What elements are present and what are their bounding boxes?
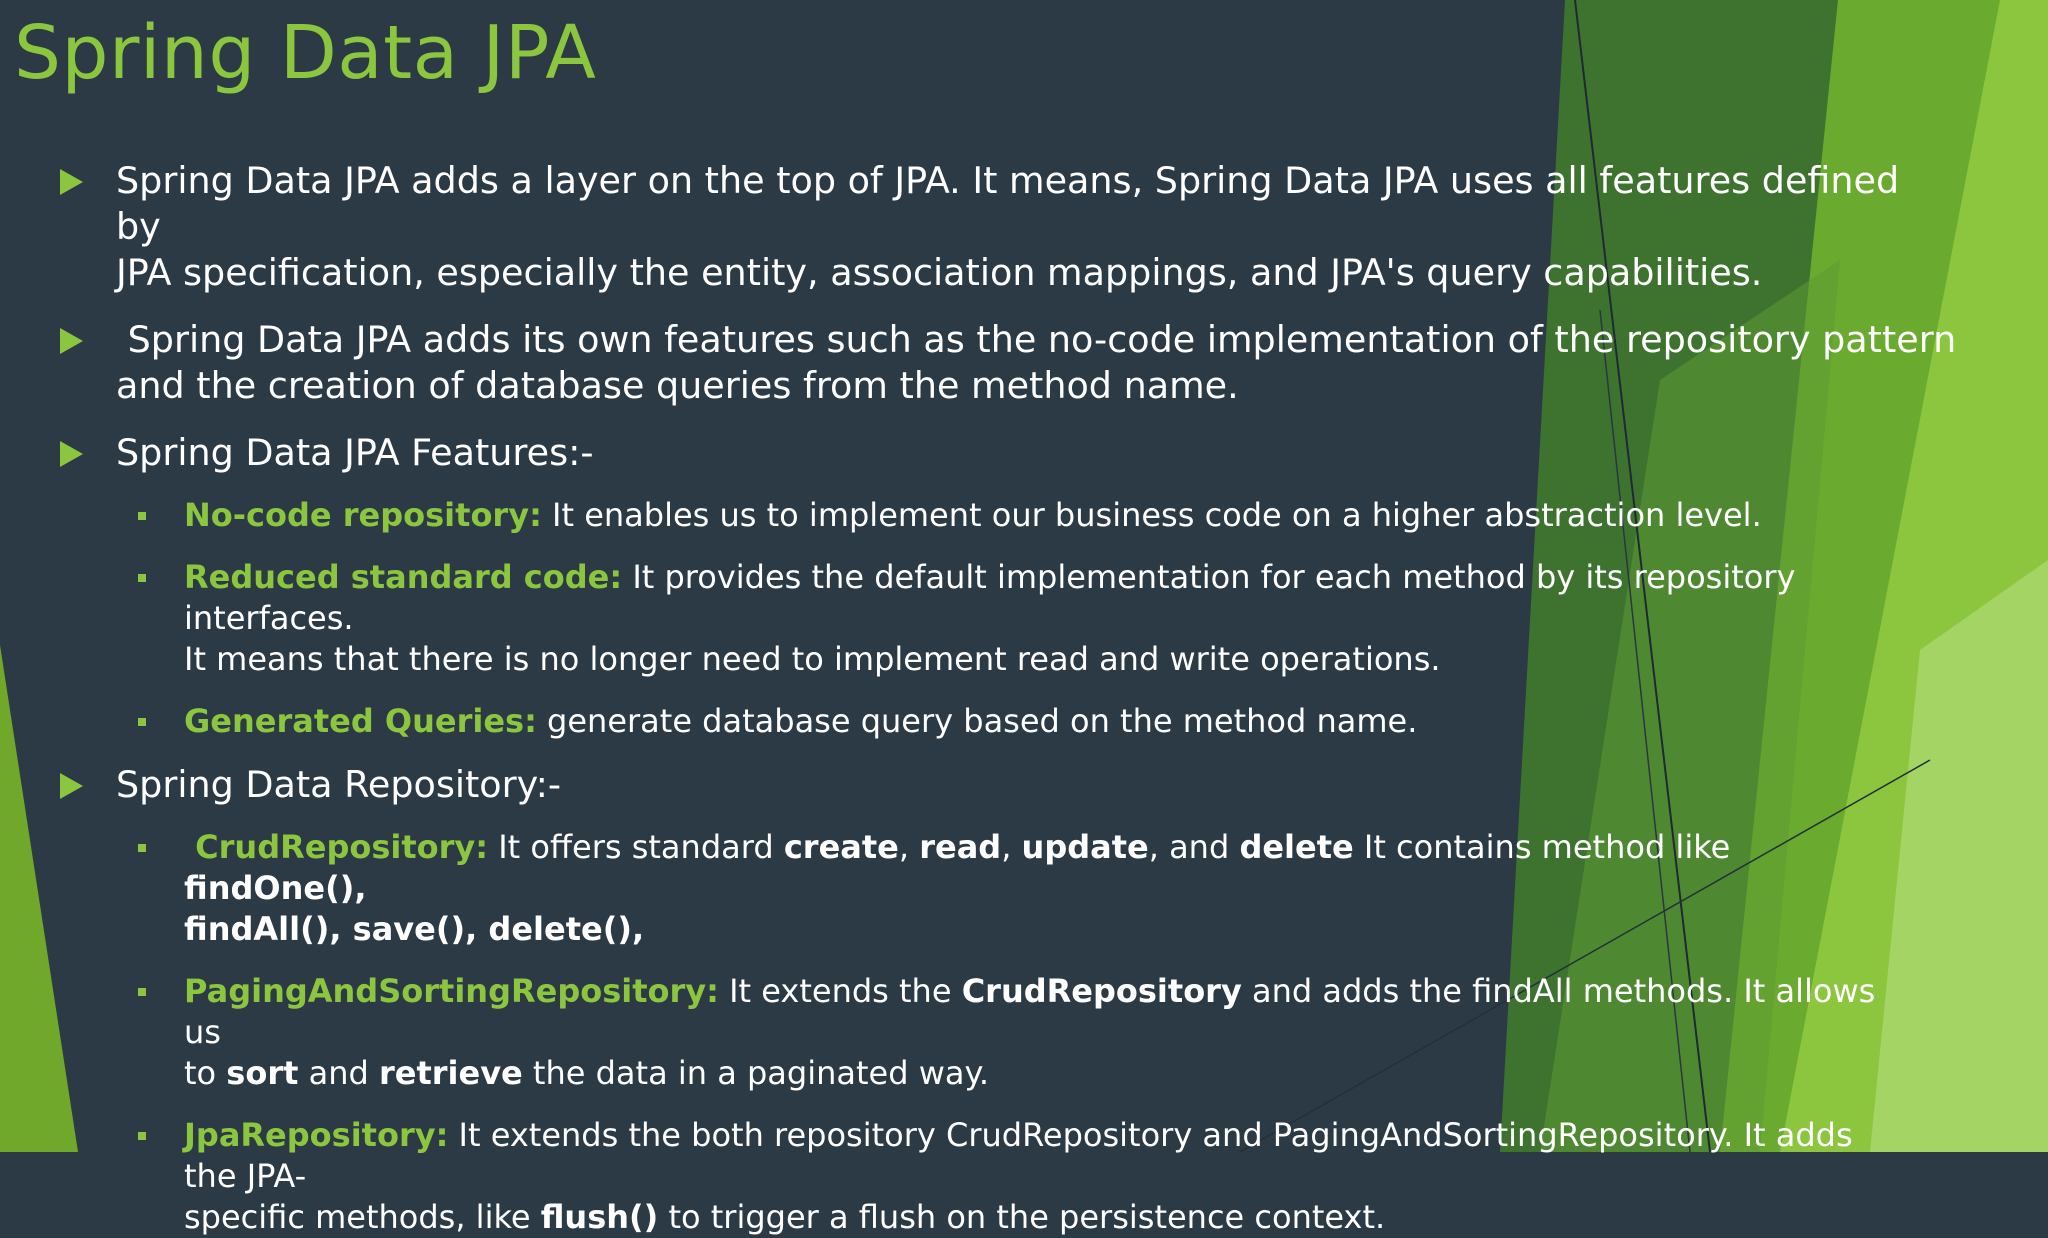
bullet-line: Spring Data JPA adds its own features such as the no-code implementation of the repository pattern (116, 318, 1957, 361)
slide-title: Spring Data JPA (14, 10, 597, 96)
repo-text: the data in a paginated way. (522, 1054, 990, 1092)
repo-text: to trigger a flush on the persistence context. (658, 1198, 1386, 1236)
repo-text: It contains method like (1353, 828, 1731, 866)
repo-term: CrudRepository: (184, 828, 489, 866)
feature-item-generated-queries (60, 701, 1900, 742)
repo-text: It extends the both repository CrudRepository and PagingAndSortingRepository. It adds the JPA- (184, 1116, 1853, 1195)
bullet-arrow-icon (60, 441, 83, 467)
square-bullet-icon (138, 512, 146, 520)
repo-text: to (184, 1054, 227, 1092)
bullet-line: Spring Data Repository:- (116, 763, 562, 806)
repo-item-paging-sorting (60, 971, 1900, 1094)
repo-keyword: findAll(), save(), delete(), (184, 910, 645, 948)
repo-keyword: create (783, 828, 899, 866)
repo-keyword: sort (226, 1054, 299, 1092)
feature-term: Reduced standard code: (184, 558, 623, 596)
slide-content (60, 158, 1957, 1238)
bullet-line: Spring Data JPA adds a layer on the top of JPA. It means, Spring Data JPA uses all features defined by (116, 159, 1900, 248)
repo-term: PagingAndSortingRepository: (184, 972, 719, 1010)
feature-item-no-code (60, 495, 1900, 536)
bullet-arrow-icon (60, 328, 83, 354)
repo-keyword: retrieve (378, 1054, 523, 1092)
feature-item-reduced-code (60, 557, 1900, 680)
repo-keyword: update (1021, 828, 1149, 866)
feature-text: It provides the default implementation for each method by its repository interfaces. (184, 558, 1796, 637)
square-bullet-icon (138, 574, 146, 582)
repo-text: , (1001, 828, 1022, 866)
repo-keyword: flush() (540, 1198, 659, 1236)
repo-text: specific methods, like (184, 1198, 541, 1236)
feature-term: Generated Queries: (184, 702, 537, 740)
square-bullet-icon (138, 988, 146, 996)
repo-item-crud (60, 827, 1900, 950)
bullet-line: and the creation of database queries from the method name. (116, 364, 1239, 407)
repo-text: and (298, 1054, 379, 1092)
repo-term: JpaRepository: (184, 1116, 449, 1154)
square-bullet-icon (138, 718, 146, 726)
repo-keyword: read (919, 828, 1002, 866)
feature-text: It enables us to implement our business code on a higher abstraction level. (541, 496, 1762, 534)
repo-keyword: findOne(), (184, 869, 367, 907)
repo-keyword: delete (1239, 828, 1354, 866)
bullet-jpa-layer (60, 158, 1900, 296)
square-bullet-icon (138, 1132, 146, 1140)
square-bullet-icon (138, 844, 146, 852)
bullet-line: JPA specification, especially the entity, association mappings, and JPA's query capabilities. (116, 251, 1763, 294)
repo-text: , (898, 828, 920, 866)
bullet-arrow-icon (60, 773, 83, 799)
bullet-arrow-icon (60, 169, 83, 195)
bullet-own-features (60, 317, 1957, 409)
repo-text: , and (1148, 828, 1240, 866)
repo-text: It offers standard (488, 828, 784, 866)
bullet-line: Spring Data JPA Features:- (116, 431, 594, 474)
feature-text: generate database query based on the method name. (536, 702, 1418, 740)
repo-keyword: CrudRepository (961, 972, 1242, 1010)
repo-text: It extends the (718, 972, 962, 1010)
bullet-repository-heading (60, 762, 1900, 808)
feature-term: No-code repository: (184, 496, 542, 534)
repo-item-jpa (60, 1115, 1900, 1238)
repo-text: and adds the findAll methods. It allows us (184, 972, 1876, 1051)
bullet-features-heading (60, 430, 1900, 476)
feature-text: It means that there is no longer need to implement read and write operations. (184, 640, 1441, 678)
